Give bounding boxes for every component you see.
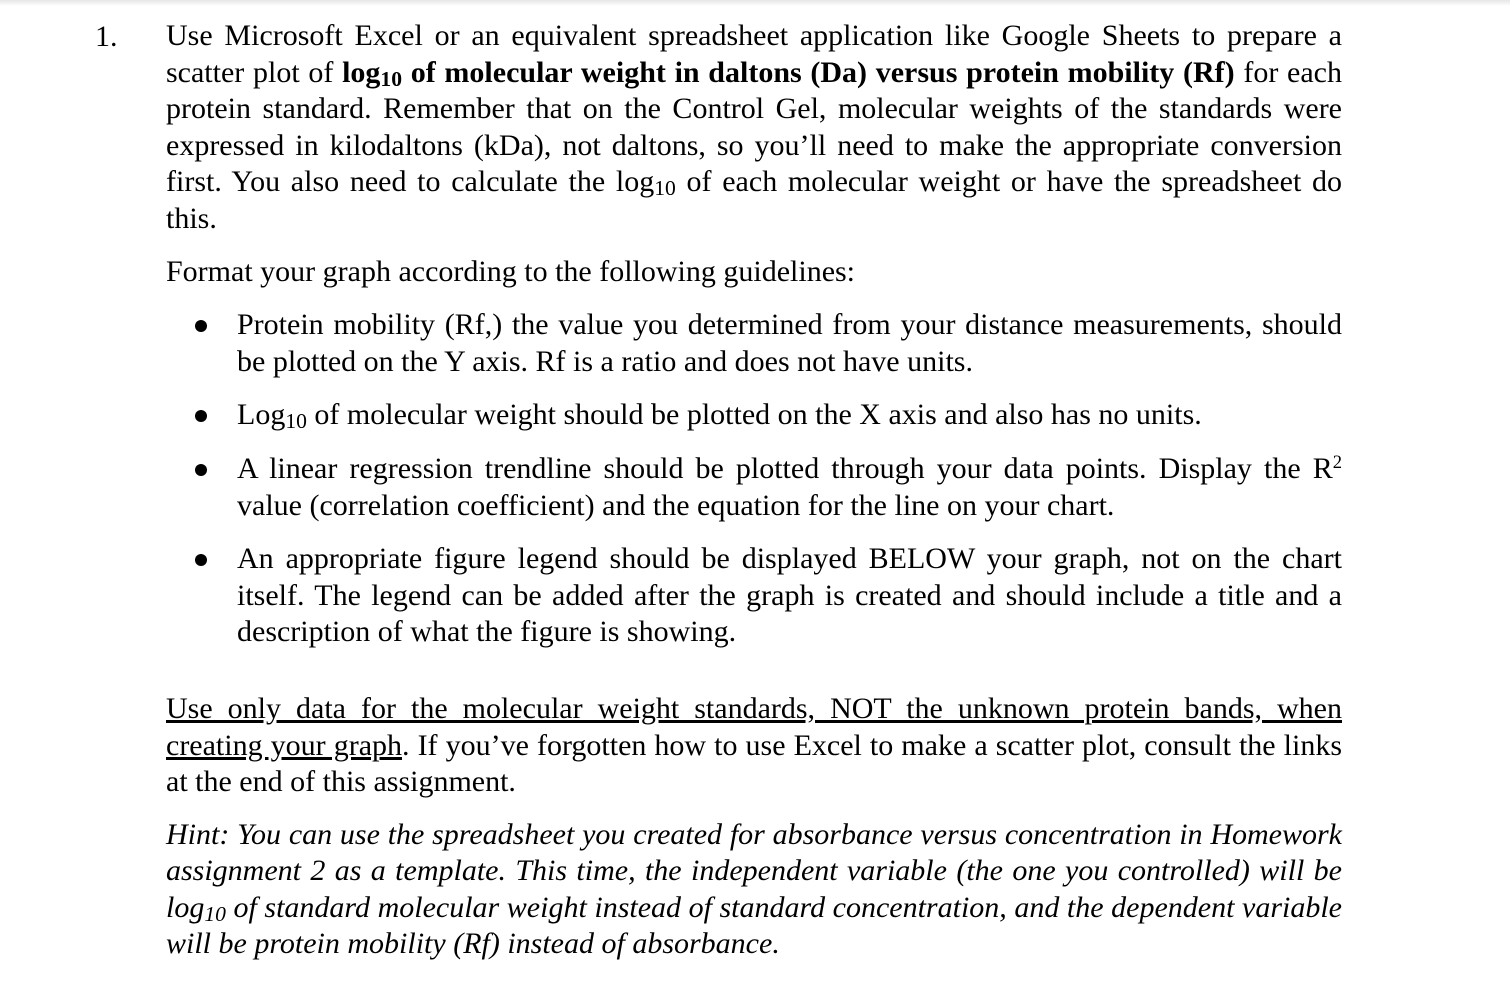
bullet-icon [195, 410, 207, 422]
item-number: 1. [95, 20, 118, 53]
guideline-item [166, 397, 1342, 434]
guideline-list [166, 307, 1342, 651]
guideline-trendline-post: value (correlation coefficient) and the equation for the line on your chart. [237, 488, 1115, 522]
usage-underlined-text: Use only data for the molecular weight standards, NOT the unknown protein bands, when creating your graph [166, 691, 1342, 762]
intro-bold-subscript: 10 [380, 66, 403, 91]
intro-subscript: 10 [654, 176, 676, 201]
assignment-question [166, 18, 1342, 963]
guideline-x-axis-post: of molecular weight should be plotted on the X axis and also has no units. [306, 398, 1202, 432]
bullet-icon [195, 320, 207, 332]
guideline-text-x-axis [237, 397, 1342, 434]
guideline-item [166, 307, 1342, 380]
hint-text-post: of standard molecular weight instead of standard concentration, and the dependent variable will be protein mobility (Rf) instead of absorbance. [166, 890, 1342, 961]
top-edge-shadow [0, 0, 1510, 6]
intro-text-3: of each molecular weight or have the spreadsheet do this. [166, 165, 1342, 235]
usage-rest-text: . If you’ve forgotten how to use Excel to make a scatter plot, consult the links at the end of this assignment. [166, 728, 1343, 799]
guideline-x-axis-subscript: 10 [285, 409, 307, 434]
bullet-icon [195, 464, 207, 476]
intro-text-2: for each protein standard. Remember that on the Control Gel, molecular weights of the standards were expressed in kilodaltons (kDa), not daltons, so you’ll need to make the appropriate conversion first. You also need to calculate the log [166, 55, 1342, 199]
intro-bold-phrase [342, 56, 1235, 89]
intro-bold-rest: of molecular weight in daltons (Da) versus protein mobility (Rf) [402, 55, 1235, 89]
hint-paragraph [166, 817, 1342, 963]
usage-paragraph [166, 691, 1342, 801]
intro-bold-log: log [342, 55, 381, 89]
hint-text-pre: Hint: You can use the spreadsheet you created for absorbance versus concentration in Homework assignment 2 as a template. This time, the independent variable (the one you controlled) will be log [166, 817, 1342, 924]
guideline-item [166, 451, 1342, 524]
intro-paragraph [166, 18, 1342, 238]
bullet-icon [195, 554, 207, 566]
guideline-trendline-superscript: 2 [1332, 451, 1342, 473]
guideline-trendline-pre: A linear regression trendline should be plotted through your data points. Display the R [237, 451, 1333, 485]
guideline-text-legend: An appropriate figure legend should be displayed BELOW your graph, not on the chart itself. The legend can be added after the graph is created and should include a title and a description of what the figure is showing. [237, 542, 1342, 649]
format-guidelines-heading: Format your graph according to the following guidelines: [166, 254, 856, 288]
hint-subscript: 10 [204, 901, 226, 926]
guideline-item [166, 541, 1342, 651]
guideline-x-axis-pre: Log [237, 398, 286, 432]
intro-text-1: Use Microsoft Excel or an equivalent spreadsheet application like Google Sheets to prepare a scatter plot of [166, 19, 1342, 89]
guideline-text-trendline [237, 451, 1342, 524]
guideline-text-y-axis: Protein mobility (Rf,) the value you determined from your distance measurements, should be plotted on the Y axis. Rf is a ratio and does not have units. [237, 308, 1342, 378]
